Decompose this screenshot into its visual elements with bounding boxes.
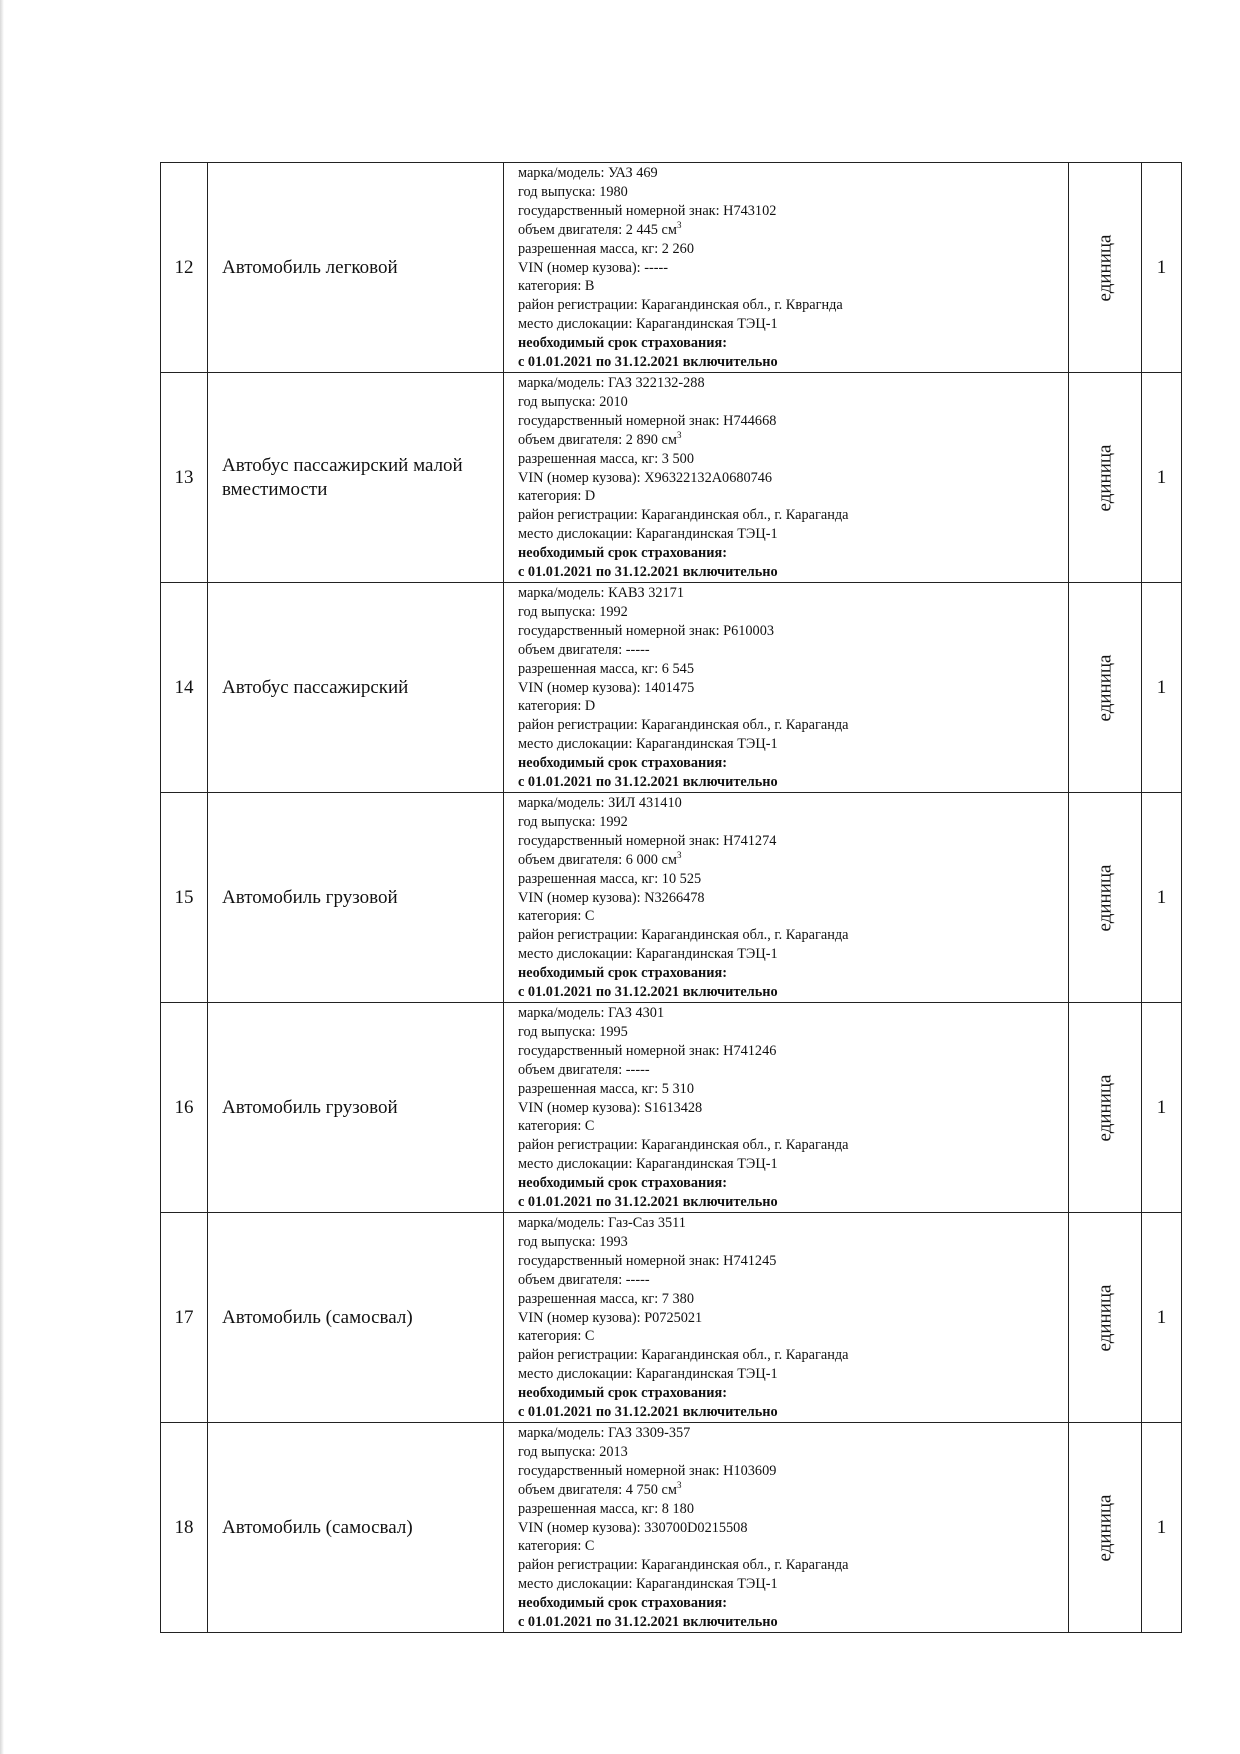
unit-label: единица — [1094, 1074, 1115, 1141]
detail-model: марка/модель: УАЗ 469 — [518, 165, 658, 181]
quantity: 1 — [1142, 373, 1182, 583]
detail-engine — [518, 1061, 1062, 1080]
detail-plate: государственный номерной знак: Н741274 — [518, 832, 777, 849]
detail-location: место дислокации: Карагандинская ТЭЦ-1 — [518, 526, 778, 543]
vehicle-details — [504, 1003, 1069, 1213]
detail-term-label: необходимый срок страхования: — [518, 335, 727, 352]
detail-vin: VIN (номер кузова): 330700D0215508 — [518, 1519, 748, 1536]
detail-model: марка/модель: ГАЗ 322132-288 — [518, 375, 705, 391]
vehicle-type: Автобус пассажирский малой вместимости — [208, 373, 504, 583]
detail-category: категория: С — [518, 1328, 595, 1345]
detail-term: с 01.01.2021 по 31.12.2021 включительно — [518, 774, 778, 791]
unit-cell — [1069, 1003, 1142, 1213]
row-number: 12 — [161, 163, 208, 373]
detail-engine — [518, 1481, 1062, 1500]
detail-term-label: необходимый срок страхования: — [518, 1385, 727, 1402]
detail-model: марка/модель: ГАЗ 3309-357 — [518, 1425, 691, 1441]
detail-plate: государственный номерной знак: Н741246 — [518, 1042, 777, 1059]
quantity: 1 — [1142, 1423, 1182, 1633]
detail-region: район регистрации: Карагандинская обл., г. Караганда — [518, 927, 849, 944]
detail-term-label: необходимый срок страхования: — [518, 545, 727, 562]
detail-location: место дислокации: Карагандинская ТЭЦ-1 — [518, 736, 778, 753]
vehicle-type: Автомобиль (самосвал) — [208, 1213, 504, 1423]
detail-plate: государственный номерной знак: Н741245 — [518, 1252, 777, 1269]
detail-category: категория: D — [518, 698, 596, 715]
detail-engine-text: объем двигателя: 2 890 см — [518, 431, 677, 448]
detail-region: район регистрации: Карагандинская обл., г. Караганда — [518, 1347, 849, 1364]
vehicle-type: Автомобиль грузовой — [208, 793, 504, 1003]
detail-term-label: необходимый срок страхования: — [518, 755, 727, 772]
detail-mass: разрешенная масса, кг: 8 180 — [518, 1500, 694, 1517]
detail-category: категория: С — [518, 1538, 595, 1555]
detail-term: с 01.01.2021 по 31.12.2021 включительно — [518, 984, 778, 1001]
detail-year: год выпуска: 2013 — [518, 1443, 628, 1460]
detail-mass: разрешенная масса, кг: 3 500 — [518, 450, 694, 467]
detail-engine — [518, 641, 1062, 660]
table-row — [161, 583, 1182, 793]
detail-mass: разрешенная масса, кг: 2 260 — [518, 240, 694, 257]
detail-region: район регистрации: Карагандинская обл., г. Караганда — [518, 1137, 849, 1154]
detail-model: марка/модель: КАВЗ 32171 — [518, 585, 684, 601]
detail-mass: разрешенная масса, кг: 10 525 — [518, 870, 702, 887]
detail-vin: VIN (номер кузова): S1613428 — [518, 1099, 703, 1116]
detail-year: год выпуска: 1992 — [518, 603, 628, 620]
quantity: 1 — [1142, 1003, 1182, 1213]
detail-location: место дислокации: Карагандинская ТЭЦ-1 — [518, 1576, 778, 1593]
unit-cell — [1069, 1213, 1142, 1423]
vehicle-table — [160, 162, 1182, 1633]
row-number: 13 — [161, 373, 208, 583]
detail-engine-text: объем двигателя: 6 000 см — [518, 851, 677, 868]
unit-label: единица — [1094, 864, 1115, 931]
detail-year: год выпуска: 1993 — [518, 1233, 628, 1250]
detail-category: категория: С — [518, 1118, 595, 1135]
detail-category: категория: С — [518, 908, 595, 925]
unit-label: единица — [1094, 234, 1115, 301]
detail-mass: разрешенная масса, кг: 6 545 — [518, 660, 694, 677]
detail-engine-text: объем двигателя: ----- — [518, 1271, 650, 1288]
vehicle-details — [504, 163, 1069, 373]
detail-vin: VIN (номер кузова): Х96322132А0680746 — [518, 469, 773, 486]
detail-location: место дислокации: Карагандинская ТЭЦ-1 — [518, 946, 778, 963]
vehicle-details — [504, 793, 1069, 1003]
detail-vin: VIN (номер кузова): N3266478 — [518, 889, 705, 906]
detail-term: с 01.01.2021 по 31.12.2021 включительно — [518, 354, 778, 371]
table-row — [161, 1423, 1182, 1633]
detail-engine-sup: 3 — [676, 429, 682, 440]
unit-cell — [1069, 373, 1142, 583]
unit-cell — [1069, 1423, 1142, 1633]
detail-plate: государственный номерной знак: Н744668 — [518, 412, 777, 429]
detail-vin: VIN (номер кузова): ----- — [518, 259, 669, 276]
detail-engine-text: объем двигателя: 2 445 см — [518, 221, 677, 238]
quantity: 1 — [1142, 583, 1182, 793]
detail-vin: VIN (номер кузова): Р0725021 — [518, 1309, 703, 1326]
row-number: 17 — [161, 1213, 208, 1423]
detail-plate: государственный номерной знак: Р610003 — [518, 622, 774, 639]
unit-label: единица — [1094, 1494, 1115, 1561]
row-number: 14 — [161, 583, 208, 793]
row-number: 15 — [161, 793, 208, 1003]
detail-location: место дислокации: Карагандинская ТЭЦ-1 — [518, 1366, 778, 1383]
detail-term: с 01.01.2021 по 31.12.2021 включительно — [518, 1614, 778, 1631]
detail-region: район регистрации: Карагандинская обл., г. Кврагнда — [518, 297, 843, 314]
detail-engine-sup: 3 — [676, 849, 682, 860]
detail-engine — [518, 431, 1062, 450]
table-row — [161, 373, 1182, 583]
detail-year: год выпуска: 2010 — [518, 393, 628, 410]
detail-model: марка/модель: ЗИЛ 431410 — [518, 795, 682, 811]
unit-cell — [1069, 163, 1142, 373]
detail-term-label: необходимый срок страхования: — [518, 1175, 727, 1192]
unit-label: единица — [1094, 1284, 1115, 1351]
vehicle-type: Автомобиль грузовой — [208, 1003, 504, 1213]
table-row — [161, 1003, 1182, 1213]
detail-engine — [518, 1271, 1062, 1290]
unit-cell — [1069, 793, 1142, 1003]
detail-model: марка/модель: ГАЗ 4301 — [518, 1005, 665, 1021]
quantity: 1 — [1142, 793, 1182, 1003]
detail-region: район регистрации: Карагандинская обл., г. Караганда — [518, 1557, 849, 1574]
detail-plate: государственный номерной знак: Н743102 — [518, 202, 777, 219]
quantity: 1 — [1142, 1213, 1182, 1423]
detail-category: категория: В — [518, 278, 595, 295]
detail-model: марка/модель: Газ-Саз 3511 — [518, 1215, 686, 1231]
detail-mass: разрешенная масса, кг: 7 380 — [518, 1290, 694, 1307]
detail-location: место дислокации: Карагандинская ТЭЦ-1 — [518, 1156, 778, 1173]
vehicle-details — [504, 373, 1069, 583]
row-number: 18 — [161, 1423, 208, 1633]
table-row — [161, 1213, 1182, 1423]
unit-label: единица — [1094, 444, 1115, 511]
detail-term: с 01.01.2021 по 31.12.2021 включительно — [518, 1194, 778, 1211]
scan-edge-shadow — [0, 0, 4, 1754]
detail-year: год выпуска: 1995 — [518, 1023, 628, 1040]
vehicle-details — [504, 583, 1069, 793]
detail-engine — [518, 221, 1062, 240]
row-number: 16 — [161, 1003, 208, 1213]
unit-label: единица — [1094, 654, 1115, 721]
detail-term: с 01.01.2021 по 31.12.2021 включительно — [518, 1404, 778, 1421]
detail-year: год выпуска: 1992 — [518, 813, 628, 830]
vehicle-details — [504, 1423, 1069, 1633]
detail-plate: государственный номерной знак: Н103609 — [518, 1462, 777, 1479]
detail-mass: разрешенная масса, кг: 5 310 — [518, 1080, 694, 1097]
detail-engine-text: объем двигателя: ----- — [518, 641, 650, 658]
table-row — [161, 793, 1182, 1003]
detail-engine-sup: 3 — [676, 1479, 682, 1490]
detail-region: район регистрации: Карагандинская обл., г. Караганда — [518, 717, 849, 734]
quantity: 1 — [1142, 163, 1182, 373]
detail-location: место дислокации: Карагандинская ТЭЦ-1 — [518, 316, 778, 333]
detail-term: с 01.01.2021 по 31.12.2021 включительно — [518, 564, 778, 581]
detail-term-label: необходимый срок страхования: — [518, 965, 727, 982]
unit-cell — [1069, 583, 1142, 793]
detail-engine — [518, 851, 1062, 870]
table-row — [161, 163, 1182, 373]
detail-category: категория: D — [518, 488, 596, 505]
detail-year: год выпуска: 1980 — [518, 183, 628, 200]
vehicle-type: Автобус пассажирский — [208, 583, 504, 793]
vehicle-details — [504, 1213, 1069, 1423]
detail-engine-text: объем двигателя: ----- — [518, 1061, 650, 1078]
detail-vin: VIN (номер кузова): 1401475 — [518, 679, 695, 696]
detail-region: район регистрации: Карагандинская обл., г. Караганда — [518, 507, 849, 524]
vehicle-type: Автомобиль легковой — [208, 163, 504, 373]
detail-engine-sup: 3 — [676, 219, 682, 230]
vehicle-type: Автомобиль (самосвал) — [208, 1423, 504, 1633]
detail-engine-text: объем двигателя: 4 750 см — [518, 1481, 677, 1498]
detail-term-label: необходимый срок страхования: — [518, 1595, 727, 1612]
